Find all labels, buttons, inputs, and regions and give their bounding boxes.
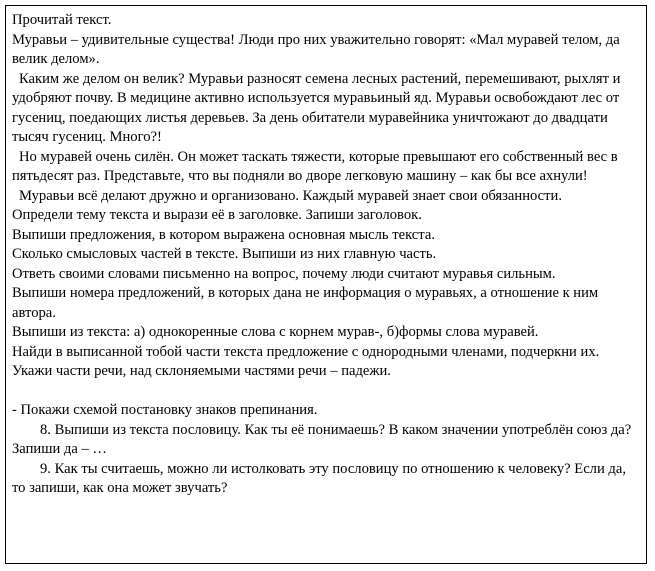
task-7: Найди в выписанной тобой части текста предложение с однородными членами, подчеркни их. Укажи части речи, над склоняемыми частями речи – падежи. [12,343,600,379]
task-8: 8. Выпиши из текста пословицу. Как ты её понимаешь? В каком значении употреблён союз да? Запиши да – … [12,421,632,457]
task-9: 9. Как ты считаешь, можно ли истолковать эту пословицу по отношению к человеку? Если да, то запиши, как она может звучать? [12,460,626,496]
paragraph-4: Муравьи всё делают дружно и организовано. Каждый муравей знает свои обязанности. [19,187,562,204]
task-5: Выпиши номера предложений, в которых дана не информация о муравьях, а отношение к ним автора. [12,285,599,321]
paragraph-3: Но муравей очень силён. Он может таскать тяжести, которые превышают его собственный вес в пятьдесят раз. Представьте, что вы подняли во дворе легковую машину – как бы все ахнули! [12,148,618,184]
task-punctuation: - Покажи схемой постановку знаков препинания. [12,402,318,418]
task-4: Ответь своими словами письменно на вопрос, почему люди считают муравья сильным. [12,265,556,282]
task-2: Выпиши предложения, в котором выражена основная мысль текста. [12,226,435,243]
text-frame [5,5,647,564]
task-1: Определи тему текста и вырази её в заголовке. Запиши заголовок. [12,207,422,223]
task-3: Сколько смысловых частей в тексте. Выпиши из них главную часть. [12,246,437,262]
paragraph-2: Каким же делом он велик? Муравьи разносят семена лесных растений, перемешивают, рыхлят и удобряют почву. В медицине активно используется муравьиный яд. Муравьи освобождают лес от гусениц, поедающих листья деревьев. За день обитатели муравейника уничтожают до двадцати тысяч гусениц. Много?! [12,70,621,145]
document-title: Прочитай текст. [12,12,112,28]
task-6: Выпиши из текста: а) однокоренные слова с корнем мурав-, б)формы слова муравей. [12,324,539,340]
paragraph-1: Муравьи – удивительные существа! Люди про них уважительно говорят: «Мал муравей телом, да велик делом». [12,31,620,67]
blank-line [12,382,640,402]
